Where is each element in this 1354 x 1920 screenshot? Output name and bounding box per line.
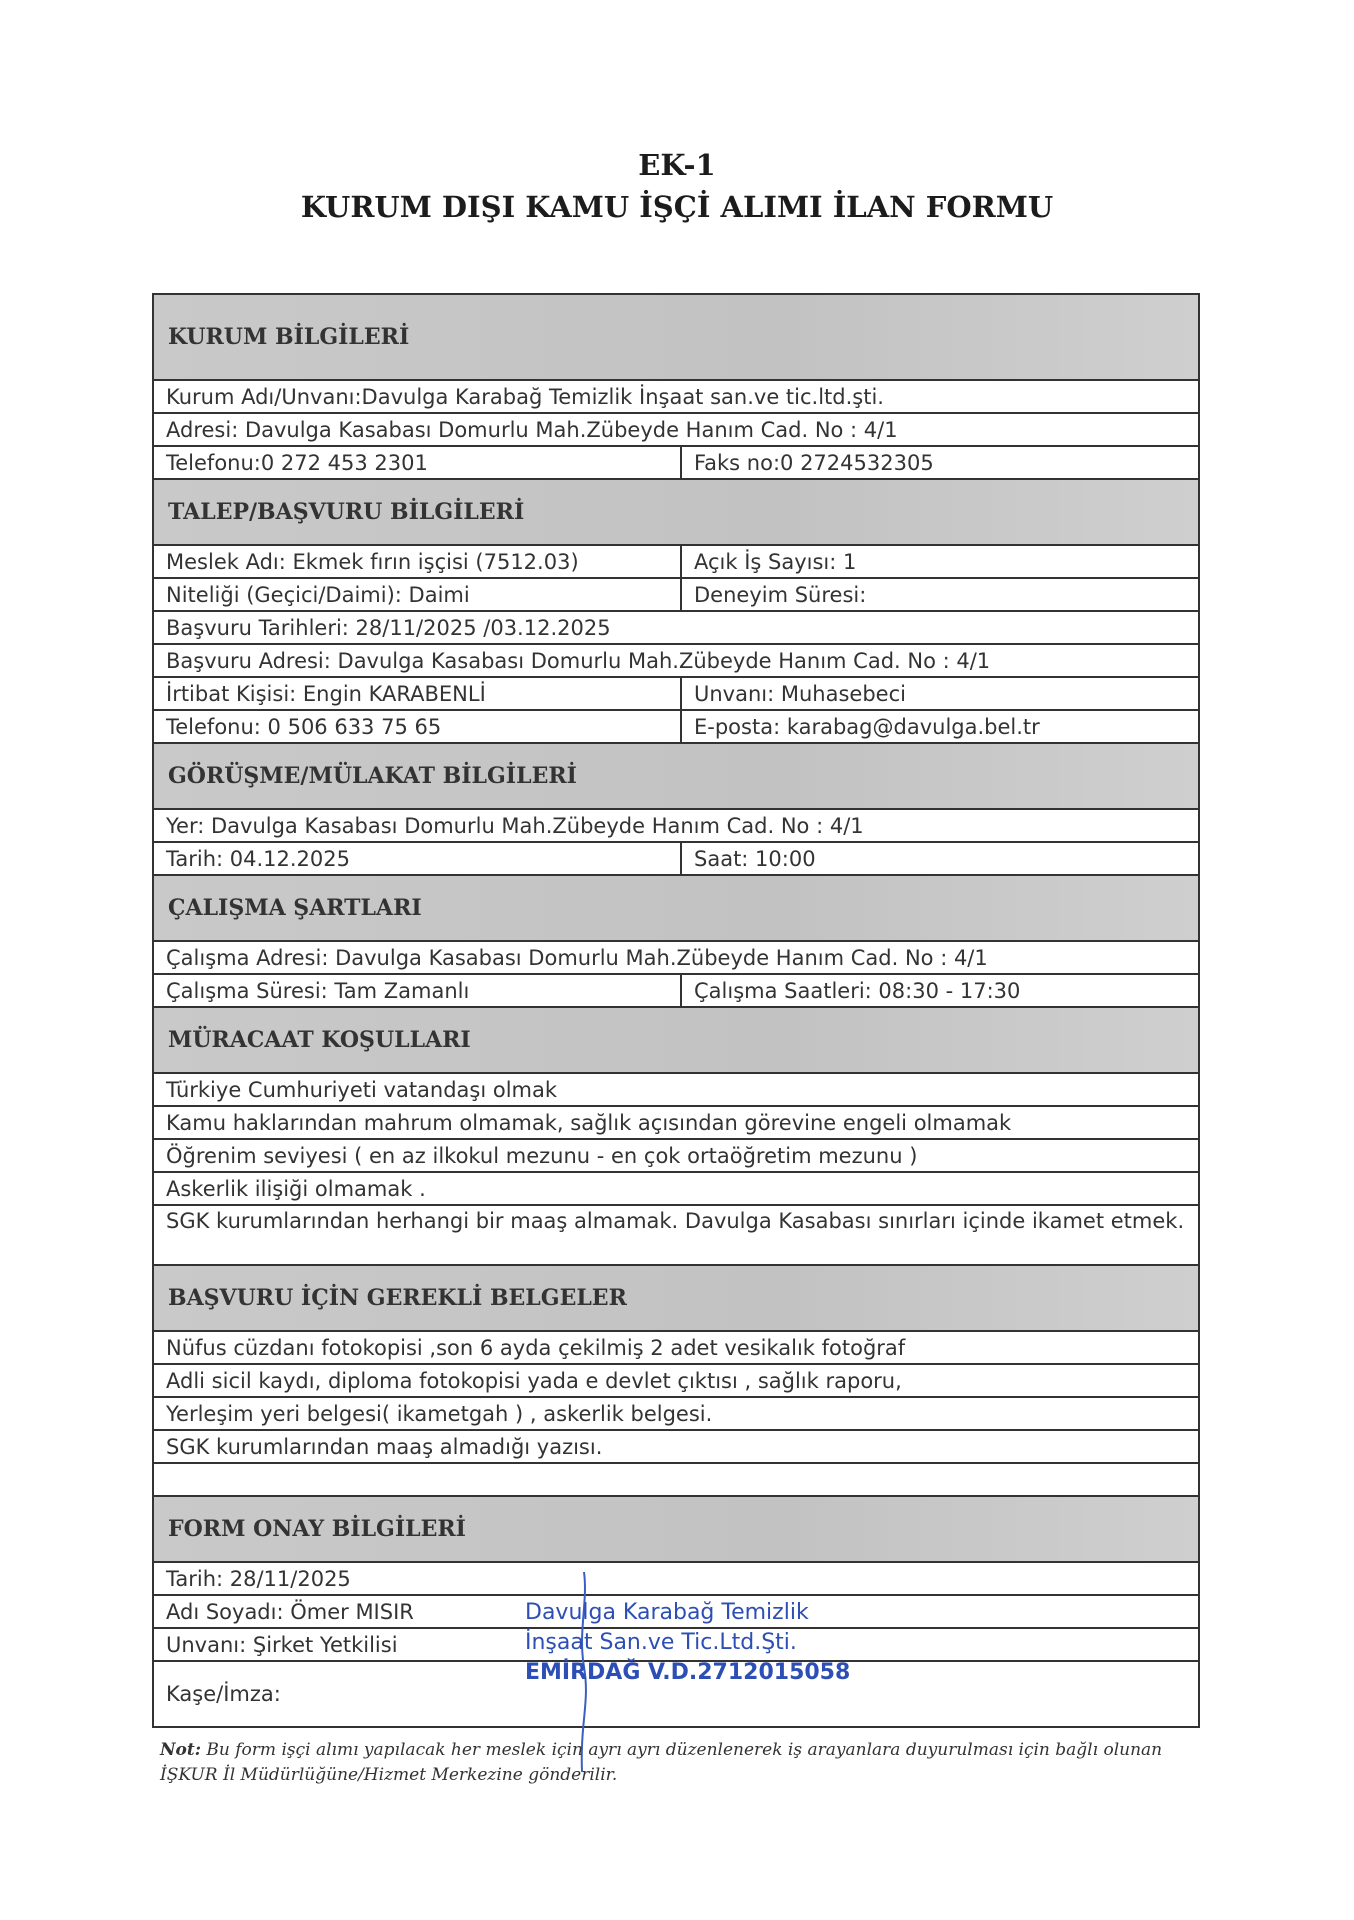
muracaat-item [154, 1173, 1198, 1206]
stamp-line-2: İnşaat San.ve Tic.Ltd.Şti. [525, 1630, 797, 1655]
calisma-saatleri: Çalışma Saatleri: 08:30 - 17:30 [694, 978, 1021, 1003]
gerekli-belge: Nüfus cüzdanı fotokopisi ,son 6 ayda çekilmiş 2 adet vesikalık fotoğraf [166, 1335, 906, 1360]
kase-imza: Kaşe/İmza: [166, 1682, 281, 1706]
talep-adres-row [154, 645, 1198, 678]
muracaat-kosul: Askerlik ilişiği olmamak . [166, 1176, 426, 1201]
calisma-sure-row [154, 975, 1198, 1008]
deneyim-suresi: Deneyim Süresi: [694, 582, 867, 607]
gerekli-belge: Yerleşim yeri belgesi( ikametgah ) , askerlik belgesi. [166, 1401, 713, 1426]
onay-tarih-row [154, 1563, 1198, 1596]
meslek-adi: Meslek Adı: Ekmek fırın işçisi (7512.03) [154, 546, 682, 577]
muracaat-item [154, 1206, 1198, 1266]
kurum-telefon-row [154, 447, 1198, 480]
document-title: KURUM DIŞI KAMU İŞÇİ ALIMI İLAN FORMU [300, 190, 1054, 224]
talep-iletisim-row [154, 711, 1198, 744]
acik-is-sayisi: Açık İş Sayısı: 1 [694, 549, 857, 574]
talep-irtibat-row [154, 678, 1198, 711]
section-talep-header: TALEP/BAŞVURU BİLGİLERİ [154, 480, 1198, 546]
kurum-faks: Faks no:0 2724532305 [694, 450, 934, 475]
gorusme-yer: Yer: Davulga Kasabası Domurlu Mah.Zübeyde Hanım Cad. No : 4/1 [166, 813, 864, 838]
muracaat-kosul: SGK kurumlarından herhangi bir maaş almamak. Davulga Kasabası sınırları içinde ikamet etmek. [166, 1209, 1185, 1233]
talep-meslek-row [154, 546, 1198, 579]
talep-tarihler-row [154, 612, 1198, 645]
belge-item [154, 1332, 1198, 1365]
irtibat-eposta: E-posta: karabag@davulga.bel.tr [694, 714, 1040, 739]
belge-item [154, 1431, 1198, 1464]
basvuru-tarihleri: Başvuru Tarihleri: 28/11/2025 /03.12.2025 [166, 615, 611, 640]
company-stamp [525, 1598, 885, 1688]
kurum-adres: Adresi: Davulga Kasabası Domurlu Mah.Zübeyde Hanım Cad. No : 4/1 [166, 417, 898, 442]
irtibat-telefonu: Telefonu: 0 506 633 75 65 [154, 711, 682, 742]
gorusme-tarih: Tarih: 04.12.2025 [154, 843, 682, 874]
onay-adi-soyadi: Adı Soyadı: Ömer MISIR [166, 1599, 414, 1624]
kurum-telefon: Telefonu:0 272 453 2301 [154, 447, 682, 478]
muracaat-kosul: Kamu haklarından mahrum olmamak, sağlık açısından görevine engeli olmamak [166, 1110, 1012, 1135]
muracaat-item [154, 1140, 1198, 1173]
gorusme-tarih-row [154, 843, 1198, 876]
footer-note [160, 1738, 1200, 1788]
note-text: Bu form işçi alımı yapılacak her meslek için ayrı ayrı düzenlenerek iş arayanlara duyurulması için bağlı olunan İŞKUR İl Müdürlüğüne/Hizmet Merkezine gönderilir. [160, 1740, 1163, 1785]
gerekli-belge: Adli sicil kaydı, diploma fotokopisi yada e devlet çıktısı , sağlık raporu, [166, 1368, 902, 1393]
kurum-adi-row [154, 381, 1198, 414]
niteligi: Niteliği (Geçici/Daimi): Daimi [154, 579, 682, 610]
gorusme-yer-row [154, 810, 1198, 843]
muracaat-kosul: Öğrenim seviyesi ( en az ilkokul mezunu - en çok ortaöğretim mezunu ) [166, 1143, 918, 1168]
calisma-adres-row [154, 942, 1198, 975]
belge-item-empty [154, 1464, 1198, 1497]
talep-nitelik-row [154, 579, 1198, 612]
kurum-adres-row [154, 414, 1198, 447]
muracaat-kosul: Türkiye Cumhuriyeti vatandaşı olmak [166, 1077, 558, 1102]
calisma-adresi: Çalışma Adresi: Davulga Kasabası Domurlu Mah.Zübeyde Hanım Cad. No : 4/1 [166, 945, 988, 970]
empty-cell [154, 1464, 1198, 1495]
irtibat-unvani: Unvanı: Muhasebeci [694, 681, 906, 706]
belge-item [154, 1365, 1198, 1398]
onay-unvani: Unvanı: Şirket Yetkilisi [166, 1632, 398, 1657]
basvuru-adresi: Başvuru Adresi: Davulga Kasabası Domurlu Mah.Zübeyde Hanım Cad. No : 4/1 [166, 648, 991, 673]
gorusme-saat: Saat: 10:00 [694, 846, 816, 871]
muracaat-item [154, 1107, 1198, 1140]
muracaat-item [154, 1074, 1198, 1107]
section-gorusme-header: GÖRÜŞME/MÜLAKAT BİLGİLERİ [154, 744, 1198, 810]
onay-tarih: Tarih: 28/11/2025 [166, 1566, 351, 1591]
belge-item [154, 1398, 1198, 1431]
stamp-line-1: Davulga Karabağ Temizlik [525, 1600, 809, 1625]
announcement-form [152, 293, 1200, 1728]
gerekli-belge: SGK kurumlarından maaş almadığı yazısı. [166, 1434, 603, 1459]
calisma-suresi: Çalışma Süresi: Tam Zamanlı [154, 975, 682, 1006]
section-belgeler-header: BAŞVURU İÇİN GEREKLİ BELGELER [154, 1266, 1198, 1332]
stamp-line-3: EMİRDAĞ V.D.2712015058 [525, 1660, 851, 1685]
section-calisma-header: ÇALIŞMA ŞARTLARI [154, 876, 1198, 942]
section-onay-header: FORM ONAY BİLGİLERİ [154, 1497, 1198, 1563]
note-label: Not: [160, 1740, 202, 1760]
irtibat-kisisi: İrtibat Kişisi: Engin KARABENLİ [154, 678, 682, 709]
document-code: EK-1 [638, 148, 716, 182]
kurum-adi: Kurum Adı/Unvanı:Davulga Karabağ Temizlik İnşaat san.ve tic.ltd.şti. [166, 384, 884, 409]
section-kurum-header: KURUM BİLGİLERİ [154, 295, 1198, 381]
section-muracaat-header: MÜRACAAT KOŞULLARI [154, 1008, 1198, 1074]
